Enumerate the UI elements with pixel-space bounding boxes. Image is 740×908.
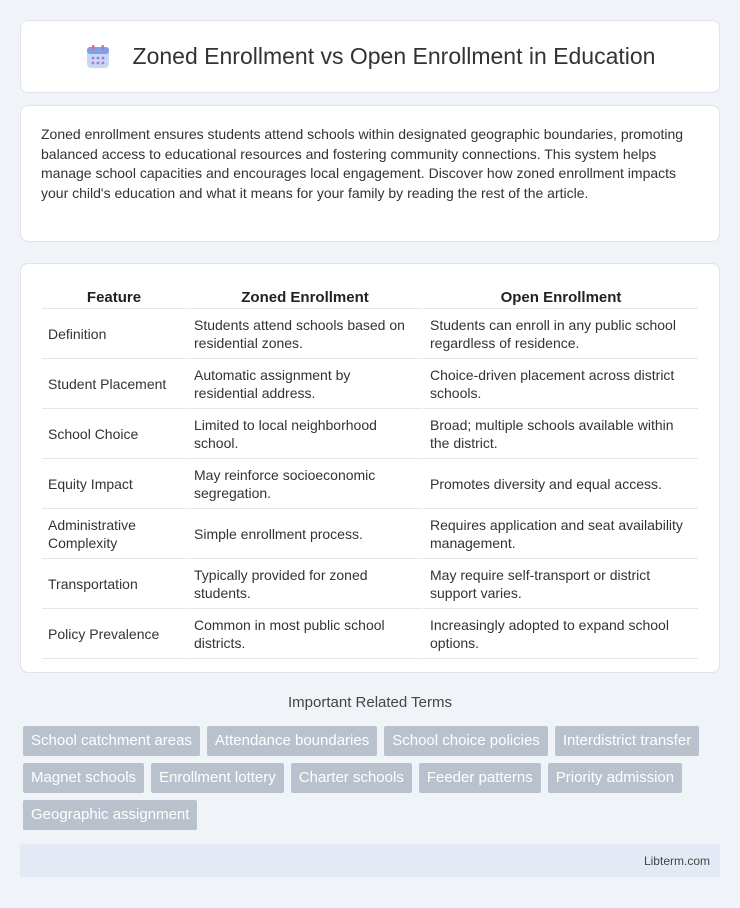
related-terms-list (23, 726, 713, 830)
intro-text: Zoned enrollment ensures students attend schools within designated geographic boundaries, promoting balanced access to educational resources and fostering community connections. This system helps manage school capacities and encourages local engagement. Discover how zoned enrollment impacts your child's education and what it means for your family by reading the rest of the article. (41, 126, 684, 201)
related-term-tag[interactable]: Interdistrict transfer (555, 726, 699, 756)
row-feature: Administrative Complexity (42, 509, 188, 559)
table-row (42, 509, 698, 559)
row-open: Students can enroll in any public school regardless of residence. (424, 309, 698, 359)
row-open: Increasingly adopted to expand school options. (424, 609, 698, 659)
page-title: Zoned Enrollment vs Open Enrollment in Education (132, 43, 656, 69)
related-term-tag[interactable]: Charter schools (291, 763, 412, 793)
related-term-tag[interactable]: Magnet schools (23, 763, 144, 793)
row-open: May require self-transport or district support varies. (424, 559, 698, 609)
related-term-tag[interactable]: Feeder patterns (419, 763, 541, 793)
footer (20, 844, 720, 877)
table-row (42, 409, 698, 459)
related-term-tag[interactable]: Geographic assignment (23, 800, 197, 830)
related-term-tag[interactable]: Enrollment lottery (151, 763, 284, 793)
related-term-tag[interactable]: School catchment areas (23, 726, 200, 756)
row-feature: Transportation (42, 559, 188, 609)
row-feature: Equity Impact (42, 459, 188, 509)
footer-site-link[interactable]: Libterm.com (643, 853, 710, 868)
row-zoned: Typically provided for zoned students. (188, 559, 424, 609)
row-zoned: Common in most public school districts. (188, 609, 424, 659)
intro-card (20, 105, 720, 242)
row-zoned: Students attend schools based on residential zones. (188, 309, 424, 359)
table-row (42, 309, 698, 359)
row-zoned: Automatic assignment by residential address. (188, 359, 424, 409)
row-feature: Student Placement (42, 359, 188, 409)
row-zoned: Limited to local neighborhood school. (188, 409, 424, 459)
header-zoned: Zoned Enrollment (188, 286, 424, 309)
calendar-icon (85, 44, 111, 70)
row-feature: School Choice (42, 409, 188, 459)
row-zoned: Simple enrollment process. (188, 509, 424, 559)
table-row (42, 559, 698, 609)
comparison-table (42, 286, 698, 659)
row-open: Broad; multiple schools available within the district. (424, 409, 698, 459)
related-term-tag[interactable]: School choice policies (384, 726, 548, 756)
row-open: Requires application and seat availability management. (424, 509, 698, 559)
related-terms-title: Important Related Terms (288, 694, 452, 711)
title-card (20, 20, 720, 93)
related-term-tag[interactable]: Attendance boundaries (207, 726, 377, 756)
row-open: Choice-driven placement across district schools. (424, 359, 698, 409)
header-feature: Feature (42, 286, 188, 309)
row-zoned: May reinforce socioeconomic segregation. (188, 459, 424, 509)
table-row (42, 609, 698, 659)
table-row (42, 359, 698, 409)
related-term-tag[interactable]: Priority admission (548, 763, 682, 793)
header-open: Open Enrollment (424, 286, 698, 309)
row-open: Promotes diversity and equal access. (424, 459, 698, 509)
table-row (42, 459, 698, 509)
row-feature: Policy Prevalence (42, 609, 188, 659)
table-header-row (42, 286, 698, 309)
comparison-table-card (20, 263, 720, 673)
row-feature: Definition (42, 309, 188, 359)
